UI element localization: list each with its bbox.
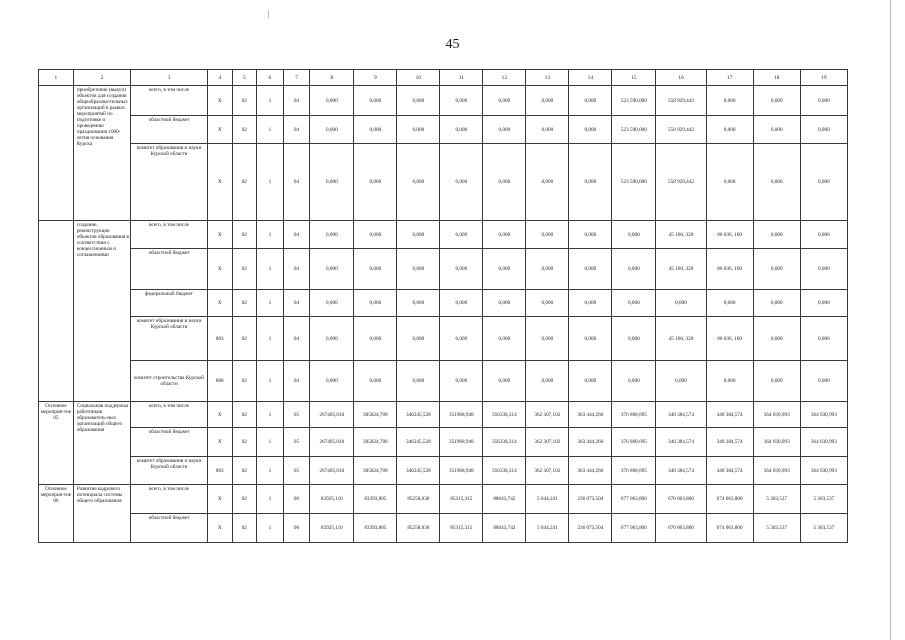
value-cell: 0,000: [483, 290, 526, 317]
funding-source-cell: всего, в том числе: [131, 402, 208, 428]
funding-source-cell: областной бюджет: [131, 249, 208, 290]
column-header: 13: [526, 70, 569, 86]
value-cell: 364 030,993: [800, 457, 847, 485]
value-cell: 5 303,537: [800, 485, 847, 514]
value-cell: 351968,948: [440, 457, 483, 485]
value-cell: 5 303,537: [800, 514, 847, 543]
code-cell: 04: [283, 361, 310, 402]
value-cell: 0,000: [483, 317, 526, 361]
value-cell: 676 063,800: [656, 514, 706, 543]
value-cell: 5 303,537: [753, 514, 800, 543]
column-header: 8: [310, 70, 354, 86]
value-cell: 0,000: [526, 144, 569, 221]
value-cell: 0,000: [800, 290, 847, 317]
funding-source-cell: областной бюджет: [131, 514, 208, 543]
value-cell: 364 030,993: [800, 428, 847, 457]
value-cell: 0,000: [800, 221, 847, 249]
value-cell: 0,000: [397, 116, 440, 144]
code-cell: 1: [257, 221, 284, 249]
code-cell: 1: [257, 86, 284, 116]
code-cell: 02: [232, 485, 257, 514]
value-cell: 0,000: [800, 361, 847, 402]
value-cell: 0,000: [753, 290, 800, 317]
value-cell: 356338,314: [483, 428, 526, 457]
value-cell: 0,000: [397, 144, 440, 221]
value-cell: 0,000: [569, 86, 612, 116]
code-cell: 05: [283, 402, 310, 428]
value-cell: 0,000: [753, 221, 800, 249]
code-cell: 1: [257, 457, 284, 485]
funding-source-cell: всего, в том числе: [131, 221, 208, 249]
code-cell: 02: [232, 144, 257, 221]
value-cell: 236 073,504: [569, 485, 612, 514]
code-cell: 04: [283, 86, 310, 116]
value-cell: 376 868,695: [612, 457, 656, 485]
value-cell: 0,000: [440, 361, 483, 402]
column-header: 10: [397, 70, 440, 86]
value-cell: 674 063,800: [706, 514, 753, 543]
value-cell: 0,000: [612, 221, 656, 249]
code-cell: X: [207, 514, 232, 543]
column-header: 16: [656, 70, 706, 86]
value-cell: 0,000: [440, 116, 483, 144]
value-cell: 0,000: [753, 116, 800, 144]
value-cell: 558 929,442: [656, 116, 706, 144]
value-cell: 346245,528: [397, 428, 440, 457]
value-cell: 0,000: [310, 249, 354, 290]
value-cell: 0,000: [397, 317, 440, 361]
value-cell: 364 030,993: [800, 402, 847, 428]
value-cell: 267405,010: [310, 428, 354, 457]
value-cell: 86 036, 160: [706, 249, 753, 290]
value-cell: 0,000: [310, 86, 354, 116]
column-header: 12: [483, 70, 526, 86]
value-cell: 267405,010: [310, 457, 354, 485]
value-cell: 0,000: [706, 86, 753, 116]
code-cell: 06: [283, 514, 310, 543]
value-cell: 83393,805: [354, 485, 397, 514]
code-cell: 04: [283, 144, 310, 221]
value-cell: 85315,315: [440, 514, 483, 543]
value-cell: 267405,010: [310, 402, 354, 428]
value-cell: 364 030,993: [753, 457, 800, 485]
code-cell: 02: [232, 221, 257, 249]
value-cell: 0,000: [397, 249, 440, 290]
value-cell: 363 444,260: [569, 428, 612, 457]
value-cell: 0,000: [800, 86, 847, 116]
value-cell: 0,000: [612, 317, 656, 361]
table-row: [39, 116, 848, 144]
value-cell: 558 929,442: [656, 86, 706, 116]
value-cell: 362 307,102: [526, 457, 569, 485]
value-cell: 0,000: [483, 116, 526, 144]
value-cell: 0,000: [612, 249, 656, 290]
code-cell: X: [207, 221, 232, 249]
value-cell: 523 590,000: [612, 116, 656, 144]
code-cell: 1: [257, 116, 284, 144]
table-row: [39, 485, 848, 514]
value-cell: 0,000: [526, 249, 569, 290]
value-cell: 45 160, 320: [656, 221, 706, 249]
value-cell: 0,000: [753, 144, 800, 221]
header-row: [39, 70, 848, 86]
value-cell: 0,000: [569, 116, 612, 144]
value-cell: 0,000: [483, 221, 526, 249]
value-cell: 364 030,993: [753, 428, 800, 457]
value-cell: 340 384,574: [706, 402, 753, 428]
value-cell: 88043,742: [483, 514, 526, 543]
event-cell: [39, 221, 74, 402]
event-name-cell: создание, реконструкция объектов образования в соответствии с концессионным и соглашениями: [73, 221, 130, 402]
column-header: 1: [39, 70, 74, 86]
event-name-cell: Социальная поддержка работников образователь-ных организаций общего образования: [73, 402, 130, 485]
value-cell: 677 063,800: [612, 514, 656, 543]
value-cell: 0,000: [569, 317, 612, 361]
value-cell: 0,000: [569, 144, 612, 221]
table-row: [39, 402, 848, 428]
table-row: [39, 514, 848, 543]
code-cell: 04: [283, 116, 310, 144]
value-cell: 83393,805: [354, 514, 397, 543]
value-cell: 0,000: [526, 361, 569, 402]
value-cell: 0,000: [800, 144, 847, 221]
code-cell: X: [207, 485, 232, 514]
value-cell: 351968,948: [440, 402, 483, 428]
value-cell: 363 444,260: [569, 402, 612, 428]
column-header: 2: [73, 70, 130, 86]
value-cell: 558 929,442: [656, 144, 706, 221]
scan-mark-top: [268, 10, 269, 18]
value-cell: 0,000: [706, 116, 753, 144]
event-name-cell: Развитие кадрового потенциала системы общего образования: [73, 485, 130, 543]
value-cell: 86 036, 160: [706, 221, 753, 249]
value-cell: 83925,110: [310, 514, 354, 543]
value-cell: 45 160, 320: [656, 317, 706, 361]
value-cell: 45 160, 320: [656, 249, 706, 290]
value-cell: 305824,708: [354, 457, 397, 485]
value-cell: 85258,030: [397, 514, 440, 543]
value-cell: 356338,314: [483, 402, 526, 428]
value-cell: 346245,528: [397, 402, 440, 428]
value-cell: 0,000: [354, 317, 397, 361]
event-name-cell: приобретение (выкуп) объектов для создания общеобразова-тельных организаций в рамках мероприятий по подготовке и проведению празднования 1000-летия основания Курска: [73, 86, 130, 221]
code-cell: 02: [232, 116, 257, 144]
code-cell: 1: [257, 290, 284, 317]
value-cell: 85258,030: [397, 485, 440, 514]
column-header: 4: [207, 70, 232, 86]
value-cell: 85315,315: [440, 485, 483, 514]
code-cell: 803: [207, 457, 232, 485]
event-cell: Основное мероприя-тие 06: [39, 485, 74, 543]
value-cell: 364 030,993: [753, 402, 800, 428]
value-cell: 0,000: [354, 290, 397, 317]
code-cell: 1: [257, 514, 284, 543]
code-cell: 1: [257, 428, 284, 457]
value-cell: 376 868,695: [612, 402, 656, 428]
table-row: [39, 144, 848, 221]
table-row: [39, 457, 848, 485]
value-cell: 356338,314: [483, 457, 526, 485]
value-cell: 0,000: [440, 317, 483, 361]
value-cell: 0,000: [440, 221, 483, 249]
column-header: 6: [257, 70, 284, 86]
code-cell: 1: [257, 249, 284, 290]
code-cell: 02: [232, 457, 257, 485]
value-cell: 351968,948: [440, 428, 483, 457]
value-cell: 363 444,260: [569, 457, 612, 485]
code-cell: 1: [257, 485, 284, 514]
value-cell: 0,000: [483, 144, 526, 221]
value-cell: 677 063,800: [612, 485, 656, 514]
value-cell: 0,000: [526, 221, 569, 249]
code-cell: X: [207, 116, 232, 144]
value-cell: 0,000: [526, 86, 569, 116]
code-cell: 02: [232, 86, 257, 116]
value-cell: 0,000: [612, 361, 656, 402]
value-cell: 236 073,504: [569, 514, 612, 543]
funding-source-cell: комитет строительства Курской области: [131, 361, 208, 402]
column-header: 9: [354, 70, 397, 86]
code-cell: 1: [257, 144, 284, 221]
value-cell: 0,000: [656, 361, 706, 402]
value-cell: 5 044,241: [526, 514, 569, 543]
column-header: 18: [753, 70, 800, 86]
value-cell: 0,000: [310, 361, 354, 402]
funding-source-cell: комитет образования и науки Курской области: [131, 144, 208, 221]
value-cell: 0,000: [354, 221, 397, 249]
code-cell: X: [207, 249, 232, 290]
value-cell: 523 590,000: [612, 144, 656, 221]
value-cell: 0,000: [569, 221, 612, 249]
budget-table: [38, 69, 848, 543]
value-cell: 0,000: [354, 361, 397, 402]
value-cell: 88043,742: [483, 485, 526, 514]
value-cell: 0,000: [310, 116, 354, 144]
code-cell: X: [207, 290, 232, 317]
code-cell: 04: [283, 317, 310, 361]
value-cell: 362 307,102: [526, 402, 569, 428]
event-cell: [39, 86, 74, 221]
column-header: 11: [440, 70, 483, 86]
code-cell: 808: [207, 361, 232, 402]
value-cell: 5 303,537: [753, 485, 800, 514]
value-cell: 0,000: [612, 290, 656, 317]
value-cell: 5 044,241: [526, 485, 569, 514]
code-cell: 1: [257, 361, 284, 402]
code-cell: 04: [283, 249, 310, 290]
column-header: 3: [131, 70, 208, 86]
column-header: 17: [706, 70, 753, 86]
code-cell: X: [207, 86, 232, 116]
value-cell: 0,000: [483, 86, 526, 116]
value-cell: 86 036, 160: [706, 317, 753, 361]
page-number: 45: [445, 37, 460, 52]
value-cell: 0,000: [656, 290, 706, 317]
value-cell: 0,000: [483, 361, 526, 402]
code-cell: 02: [232, 428, 257, 457]
funding-source-cell: федеральный бюджет: [131, 290, 208, 317]
value-cell: 346245,528: [397, 457, 440, 485]
value-cell: 0,000: [526, 116, 569, 144]
code-cell: 02: [232, 249, 257, 290]
table-row: [39, 290, 848, 317]
value-cell: 0,000: [800, 116, 847, 144]
table-row: [39, 361, 848, 402]
code-cell: 1: [257, 402, 284, 428]
column-header: 7: [283, 70, 310, 86]
value-cell: 362 307,102: [526, 428, 569, 457]
value-cell: 0,000: [526, 317, 569, 361]
value-cell: 0,000: [397, 86, 440, 116]
value-cell: 0,000: [526, 290, 569, 317]
value-cell: 0,000: [569, 290, 612, 317]
code-cell: 04: [283, 221, 310, 249]
value-cell: 0,000: [753, 361, 800, 402]
column-header: 5: [232, 70, 257, 86]
value-cell: 0,000: [706, 144, 753, 221]
code-cell: 02: [232, 514, 257, 543]
value-cell: 340 384,574: [656, 428, 706, 457]
table-row: [39, 428, 848, 457]
code-cell: 02: [232, 290, 257, 317]
value-cell: 0,000: [706, 290, 753, 317]
value-cell: 0,000: [354, 144, 397, 221]
code-cell: 05: [283, 428, 310, 457]
value-cell: 0,000: [753, 249, 800, 290]
code-cell: 04: [283, 290, 310, 317]
scan-mark-right: [890, 0, 891, 640]
code-cell: 02: [232, 402, 257, 428]
funding-source-cell: всего, в том числе: [131, 485, 208, 514]
funding-source-cell: всего, в том числе: [131, 86, 208, 116]
funding-source-cell: областной бюджет: [131, 116, 208, 144]
value-cell: 0,000: [800, 249, 847, 290]
value-cell: 0,000: [354, 116, 397, 144]
value-cell: 83925,110: [310, 485, 354, 514]
value-cell: 0,000: [310, 317, 354, 361]
value-cell: 0,000: [397, 290, 440, 317]
code-cell: 05: [283, 457, 310, 485]
value-cell: 0,000: [440, 290, 483, 317]
value-cell: 0,000: [440, 86, 483, 116]
column-header: 15: [612, 70, 656, 86]
value-cell: 305824,708: [354, 428, 397, 457]
value-cell: 0,000: [753, 317, 800, 361]
column-header: 19: [800, 70, 847, 86]
funding-source-cell: комитет образования и науки Курской области: [131, 457, 208, 485]
value-cell: 0,000: [569, 249, 612, 290]
value-cell: 305824,708: [354, 402, 397, 428]
table-row: [39, 221, 848, 249]
value-cell: 340 384,574: [656, 402, 706, 428]
value-cell: 340 384,574: [706, 428, 753, 457]
value-cell: 0,000: [310, 221, 354, 249]
value-cell: 0,000: [397, 221, 440, 249]
value-cell: 0,000: [397, 361, 440, 402]
value-cell: 0,000: [310, 144, 354, 221]
value-cell: 523 590,000: [612, 86, 656, 116]
value-cell: 0,000: [354, 86, 397, 116]
table-row: [39, 86, 848, 116]
table-row: [39, 249, 848, 290]
value-cell: 0,000: [706, 361, 753, 402]
column-header: 14: [569, 70, 612, 86]
value-cell: 340 384,574: [656, 457, 706, 485]
code-cell: 803: [207, 317, 232, 361]
value-cell: 674 063,800: [706, 485, 753, 514]
value-cell: 0,000: [354, 249, 397, 290]
value-cell: 0,000: [569, 361, 612, 402]
code-cell: 1: [257, 317, 284, 361]
funding-source-cell: областной бюджет: [131, 428, 208, 457]
code-cell: X: [207, 144, 232, 221]
code-cell: 02: [232, 317, 257, 361]
code-cell: 06: [283, 485, 310, 514]
value-cell: 376 868,695: [612, 428, 656, 457]
code-cell: 02: [232, 361, 257, 402]
value-cell: 0,000: [440, 144, 483, 221]
value-cell: 340 384,574: [706, 457, 753, 485]
value-cell: 676 063,800: [656, 485, 706, 514]
event-cell: Основное мероприя-тие 05: [39, 402, 74, 485]
value-cell: 0,000: [310, 290, 354, 317]
code-cell: X: [207, 428, 232, 457]
value-cell: 0,000: [800, 317, 847, 361]
code-cell: X: [207, 402, 232, 428]
funding-source-cell: комитет образования и науки Курской области: [131, 317, 208, 361]
value-cell: 0,000: [483, 249, 526, 290]
value-cell: 0,000: [753, 86, 800, 116]
value-cell: 0,000: [440, 249, 483, 290]
table-row: [39, 317, 848, 361]
